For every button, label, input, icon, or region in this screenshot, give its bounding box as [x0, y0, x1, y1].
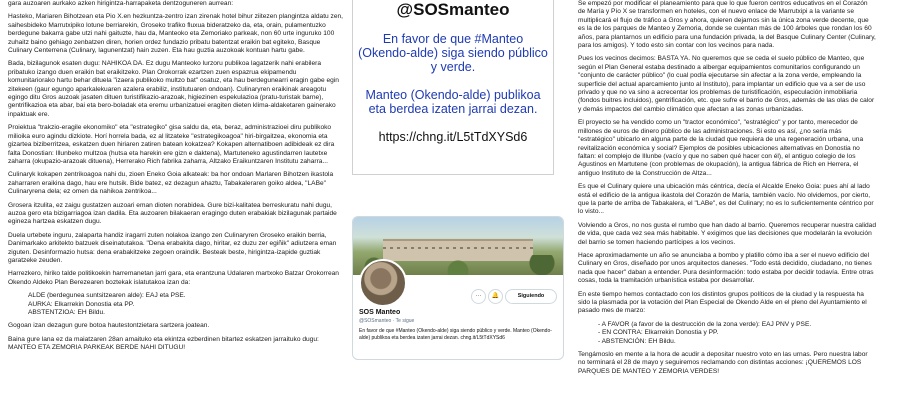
campaign-text-box — [352, 0, 554, 175]
center-panel — [352, 0, 568, 400]
paragraph: Tengámoslo en mente a la hora de acudir a depositar nuestro voto en las urnas. Pero nuestra labor no terminará el 28 de mayo y seguiremos reclamando con distintas acciones: ¡QUEREMOS LOS PARQUES DE MANTEO Y ZEMORIA VERDES! — [578, 351, 868, 375]
paragraph: Bada, bizilagunok esaten dugu: NAHIKOA DA. Ez dugu Manteoko lurzoru publikoa lagatzerik nahi erabilera pribatuko izango duen eraikin bat eraikitzeko. Plan Orokorrak ezartzen zuen espazrua ekipamendu komunitariorako hartu behar dituela "izaera publikoko multzo bat" osatuz, eta hau berdegunearri eragin gabe egin zitekeen (gaur egungo aparkalekuaren azalera erabiliz, institutuaren ondoan). Culinaryren eraikinak areagotu egingo ditu Gros auzoak jasaten dituen turistifikazio-arazoak, higiezinen espekulazioa (pratu-turistak barne), gentrifikazioa eta abar, bai eta bero-boladak eta eremu urbanizatuei eragiten dieten klima-aldaketaren gainerako inpaktuak ere. — [8, 60, 339, 118]
spanish-text-column — [578, 0, 876, 400]
twitter-profile-card — [352, 216, 564, 360]
paragraph: Baina gure lana ez da maiatzaren 28an amaituko eta ekintza ezberdinen bitartez eskatzen jarraituko dugu: MANTEO ETA ZEMORIA PARKEAK BERDE NAHI DITUGU! — [8, 335, 319, 352]
vote-item: ABSTENTZIOA: EH Bildu. — [28, 309, 105, 316]
paragraph: Gogoan izan dezagun gure botoa hautestontzietara sartzera joatean. — [8, 322, 210, 330]
vote-item: AURKA: Elkarrekin Donostia eta PP. — [28, 300, 135, 308]
bell-icon[interactable]: 🔔 — [488, 289, 503, 304]
profile-name: SOS Manteo — [359, 309, 401, 316]
vote-item: - A FAVOR (a favor de la destrucción de la zona verde): EAJ PNV y PSE. — [598, 320, 812, 328]
campaign-line-spanish: En favor de que #Manteo (Okendo-alde) siga siendo público y verde. — [358, 32, 548, 74]
campaign-line-basque: Manteo (Okendo-alde) publikoa eta berdea izaten jarrai dezan. — [365, 88, 541, 116]
basque-text-column — [8, 0, 344, 400]
campaign-handle: @SOSmanteo — [396, 0, 510, 19]
paragraph: Pues los vecinos decimos: BASTA YA. No queremos que se ceda el suelo público de Manteo, que según el Plan General estaba destinado a albergar equipamientos comunitarios configurando un "conjunto de carácter público" (lo cual podía ejecutarse sin afectar a la zona verde, empleando la superficie del actual aparcamiento junto al Instituto), para implantar un edificio que va a ser de uso privado y que no va sino a acrecentar los problemas de turistificación, especulación inmobiliaria (fondos buitres incluidos), gentrificación, etc. que sufre el barrio de Gros, además de las olas de calor y demás impactos del cambio climático que afectan a las zonas urbanizadas. — [578, 55, 875, 113]
paragraph: Volviendo a Gros, no nos gusta el rumbo que han dado al barrio. Queremos recuperar nuestra calidad de vida, que cada vez sea más habitable. Y exigimos que las decisiones que modelarán la evolución del barrio se tomen haciendo partícipes a los vecinos. — [578, 221, 876, 246]
vote-item: - EN CONTRA: Elkarrekin Donostia y PP. — [598, 329, 719, 337]
vote-item: - ABSTENCIÓN: EH Bildu. — [598, 337, 676, 345]
paragraph: Culinaryk kokapen zentrikoagoa nahi du, zioen Eneko Goia alkateak: ba hor ondoan Marlaren Bihotzen ikastola zaharraren eraikina dago, hau ere hutsik. Bide batez, ez dezagun ahaztu, Tabakaleraren goiko aldea, "LABe" Culinaryrena dela; ez omen da nahikoa zentrikoa... — [8, 171, 334, 196]
profile-bio: En favor de que #Manteo (Okendo-alde) siga siendo público y verde. Manteo (Okendo-alde) publikoa eta berdea izaten jarrai dezan. chng.it/L5tTdXYSd6 — [359, 328, 552, 341]
paragraph: El proyecto se ha vendido como un "tractor económico", "estratégico" y por tanto, merecedor de millones de euros de dinero público de las administraciones. Si esto es así, ¿no sería más "estratégico" ubicarlo en alguna parte de la ciudad que requiera de una regeneración urbana, una revitalización económica y social? Ejemplos de posibles ubicaciones alternativas en Donostia no faltan: el complejo de Illunbe (vacío y que no saben qué hacer con él), el antiguo colegio de los Agustinos en Martutene (con problemas de okupación), la antigua fábrica de Rich en Herrera, el antiguo Instituto de la Construcción de Altza... — [578, 119, 864, 177]
paragraph: Hasteko, Mariaren Bihotzean eta Pio X.en hezkuntza-zentro izan zirenak hotel bihur ziitezen plangintza aldatu zen, saihesbideko Marrutxipiko lotune berriarekin, Groseko trafiko fluxua bideratzeko da, eta, orain, pulamentuzko berdegune bakarra gabe utzi nahi gaituzte, hau da, Manteoko eta Zemoriako parkeak, non 60 urte inguruko 100 zuhaitz baino gehiago zenbatzen diren, horien ordez fundazio pribatu batentzat eraikin bat egiteko, Basque Culinary Centerrena (Culinary, lagunentzat) hain zuzen. Eta hau guztia auzokoak kontuan hartu gabe. — [8, 13, 344, 55]
paragraph: gara auzoaren aurkako azken hirigintza-harrapaketa dentzoguneren aurrean: — [8, 0, 234, 7]
paragraph: Se empezó por modificar el planeamiento para que lo que fueron centros educativos en el Corazón de María y Pío X se transformen en hoteles, con el nuevo enlace de Marrutxipi a la variante se multiplicará el flujo de tráfico a Gros y ahora, quieren dejarnos sin la única zona verde decente, que es la de los parques de Manteo y Zemoria, donde se cuentan más de 100 árboles que rondan los 60 años, para plantarnos un edificio para una fundación privada, la del Basque Culinary Center (Culinary, para los amigos). Y todo esto sin contar con los vecinos para nada. — [578, 0, 876, 50]
paragraph: En este tiempo hemos contactado con los distintos grupos políticos de la ciudad y la respuesta ha sido la plasmada por la votación del Plan Especial de Okendo Alde en el pleno del Ayuntamiento el pasado mes de marzo: — [578, 290, 867, 315]
paragraph: Hace aproximadamente un año se anunciaba a bombo y platillo cómo iba a ser el nuevo edificio del Culinary en Gros, diseñado por unos arquitectos daneses. "Todo está decidido, ciudadano, no tienes nada que hacer" daban a entender. Pura desinformación: todo estaba por decidir todavía. Entre otras cosas, toda la tramitación urbanística estaba por desarrollar. — [578, 251, 874, 285]
vote-list — [578, 321, 876, 346]
profile-username: @SOSmanteo · Te sigue — [359, 318, 415, 324]
petition-link[interactable]: https://chng.it/L5tTdXYSd6 — [378, 130, 528, 144]
paragraph: Harrezkero, hiriko talde politikoekin harremanetan jarri gara, eta erantzuna Udalaren martxoko Batzar Orokorrean Okendo Aldeko Plan Berezearen boztekak islatutakoa izan da: — [8, 270, 339, 286]
paragraph: Es que el Culinary quiere una ubicación más céntrica, decía el Alcalde Eneko Goia: pues ahí al lado está el edificio de la antigua ikastola del Corazón de María, también vacío. No olvidemos, por cierto, que la parte de arriba de Tabakalera, el "LABe", es del Culinary; no es lo suficientemente céntrico por lo visto... — [578, 183, 874, 216]
avatar[interactable] — [359, 259, 407, 307]
paragraph: Duela urtebete inguru, zalaparta handiz iragarri zuten nolakoa izango zen Culinaryren Groseko eraikin berria, Danimarkako arkitekto batzuek diseinatutakoa. "Dena erabakita dago, hiritar, ez duzu zer egiñik" adiutzera eman ziguten. Desinformazio hutsa: dena erabakitzeke zegoen oraindik. Besteak beste, hirigintza-izapide guztiak garatzeke zeuden. — [8, 231, 337, 264]
paragraph: Proiektua "trakzio-eragile ekonomiko" eta "estrategiko" gisa saldu da, eta, beraz, administrazioei diru publikoko milioika euro agindu dizkiote. Horí horrela bada, ez al litzateke "estrategikoagoa" hiri-birgaitzea, ekonomia eta gizartea biziberritzea, eskatzen duen hiriaren zatiren batean kokatzea? Kokapen alternatiboen adibideak ez dira falta Donostian: Illunbeko multzoa (hutsa eta harekin ere gizn e daktena), Martuteneko agustindarren lautetxe zaharra (okupazio-arazoak dituena), Herrerako Rich fabrika zaharra, Altzako Eraikuntzaren Institutu zaharra... — [8, 124, 335, 165]
vote-list — [8, 292, 344, 317]
vote-item: ALDE (berdegunea suntsitzearen alde): EAJ eta PSE. — [28, 292, 186, 300]
following-button[interactable]: Siguiendo — [505, 289, 557, 304]
paragraph: Grosera itzulita, ez zaigu gustatzen auzoari eman dioten norabidea. Gure bizi-kalitatea berreskuratu nahi dugu, auzoa gero eta bizigarriagoa izan dadila. Eta auzoaren bilakaeran eragingo duten erabakiak bizilagunak partaide egineza hartzea eskatzen dugu. — [8, 201, 337, 226]
more-options-icon[interactable]: ··· — [471, 289, 486, 304]
